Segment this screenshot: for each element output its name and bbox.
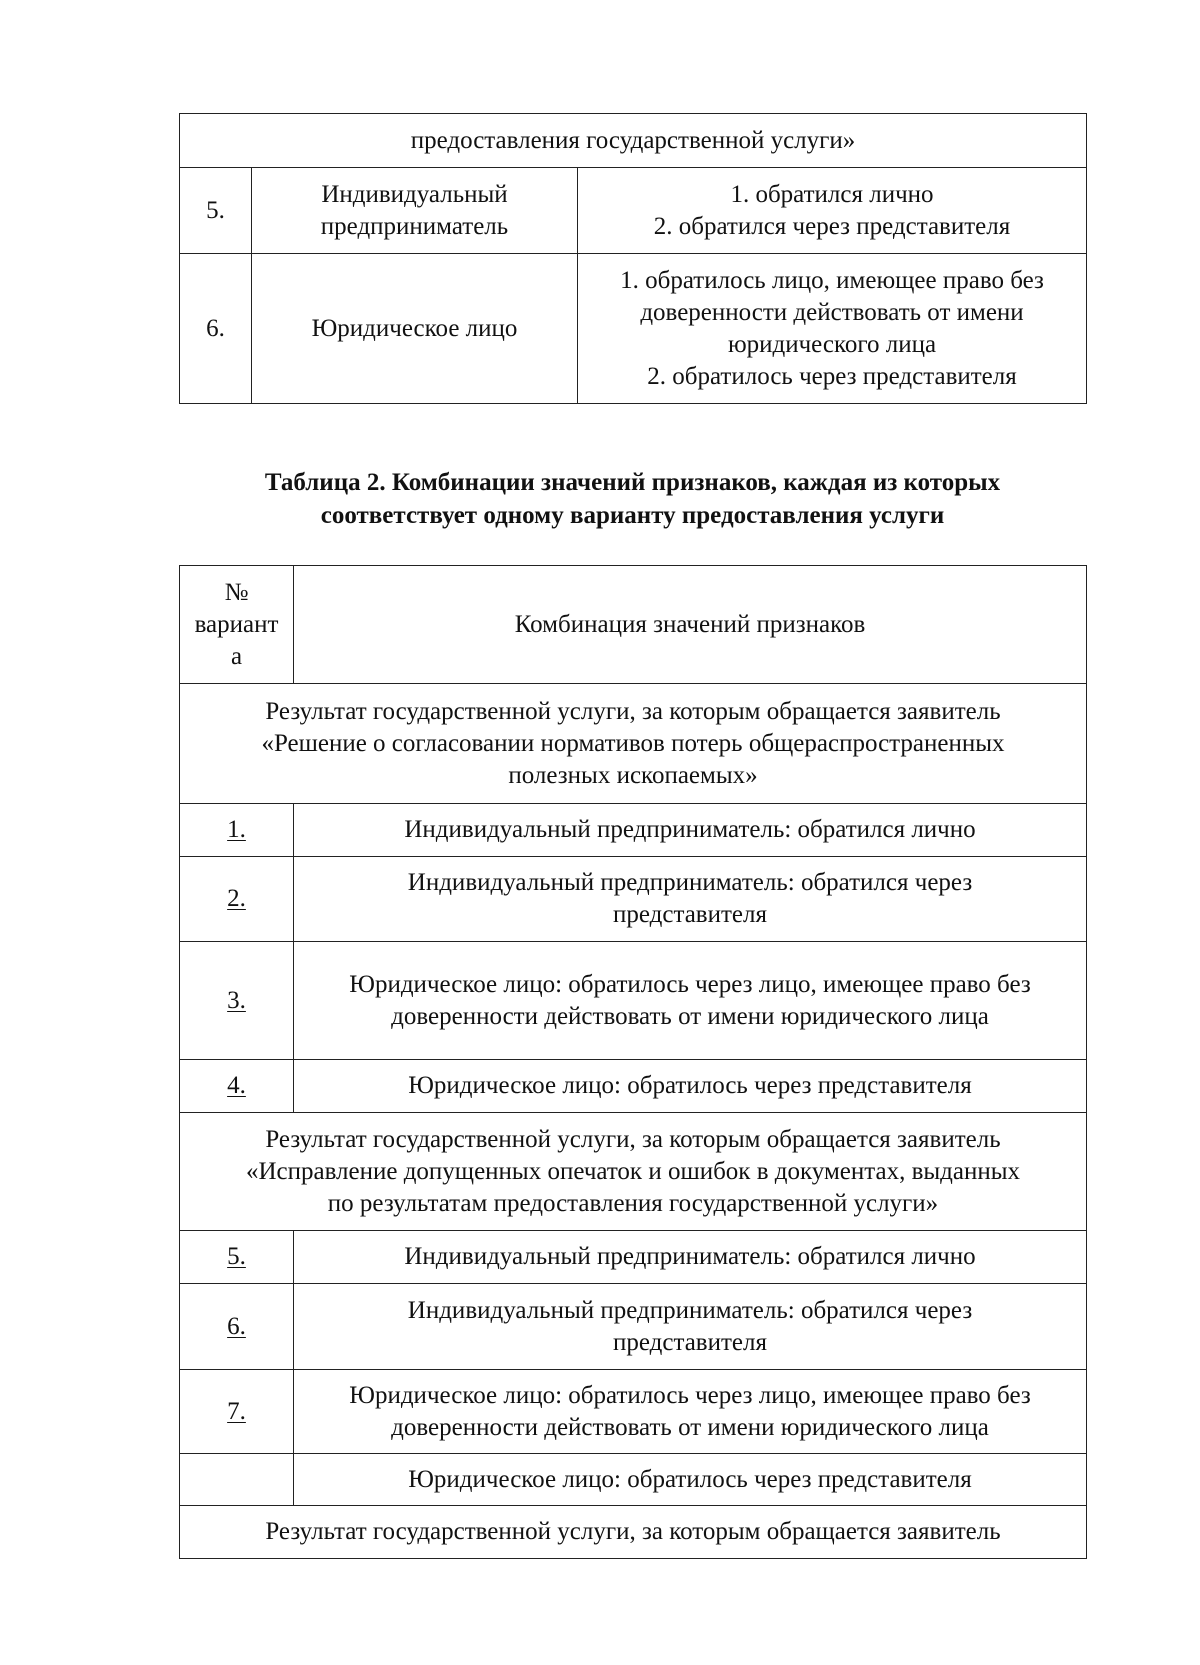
table-row xyxy=(180,804,1087,857)
table-row xyxy=(180,254,1087,404)
section-row xyxy=(180,1113,1087,1231)
variant-number xyxy=(180,1370,294,1454)
section-row xyxy=(180,684,1087,804)
variant-number-link[interactable]: 5. xyxy=(227,1243,246,1270)
section-heading: Результат государственной услуги, за которым обращается заявитель xyxy=(180,1506,1087,1559)
variant-number xyxy=(180,804,294,857)
table-row xyxy=(180,857,1087,942)
variant-number-header: № вариант а xyxy=(180,566,294,684)
variant-number xyxy=(180,942,294,1060)
table-row xyxy=(180,1231,1087,1284)
table-row xyxy=(180,1370,1087,1454)
combination-cell: Юридическое лицо: обратилось через лицо, имеющее право без доверенности действовать от имени юридического лица xyxy=(294,942,1087,1060)
variant-number-link[interactable]: 2. xyxy=(227,885,246,912)
variant-number-link[interactable]: 1. xyxy=(227,816,246,843)
variant-number xyxy=(180,1231,294,1284)
section-row xyxy=(180,1506,1087,1559)
combination-cell: Юридическое лицо: обратилось через представителя xyxy=(294,1060,1087,1113)
combination-cell: Индивидуальный предприниматель: обратился через представителя xyxy=(294,1284,1087,1370)
table2 xyxy=(179,565,1087,1559)
combination-cell: Юридическое лицо: обратилось через представителя xyxy=(294,1454,1087,1506)
table-row xyxy=(180,168,1087,254)
section-heading: Результат государственной услуги, за которым обращается заявитель «Исправление допущенных опечаток и ошибок в документах, выданных по результатам предоставления государственной услуги» xyxy=(180,1113,1087,1231)
combination-cell: Индивидуальный предприниматель: обратился лично xyxy=(294,804,1087,857)
table-header-row xyxy=(180,566,1087,684)
table-row xyxy=(180,114,1087,168)
table-row xyxy=(180,1060,1087,1113)
variant-number xyxy=(180,857,294,942)
row-number: 5. xyxy=(180,168,252,254)
variant-number xyxy=(180,1284,294,1370)
variant-number-link[interactable]: 7. xyxy=(227,1397,246,1425)
table-row xyxy=(180,1454,1087,1506)
continuation-table xyxy=(179,113,1087,404)
variant-number-link[interactable]: 6. xyxy=(227,1312,246,1340)
section-heading: Результат государственной услуги, за которым обращается заявитель «Решение о согласовании нормативов потерь общераспространенных полезных ископаемых» xyxy=(180,684,1087,804)
variant-number xyxy=(180,1060,294,1113)
combination-header: Комбинация значений признаков xyxy=(294,566,1087,684)
values-cell: 1. обратился лично 2. обратился через представителя xyxy=(578,168,1087,254)
table2-title: Таблица 2. Комбинации значений признаков, каждая из которых соответствует одному варианту предоставления услуги xyxy=(264,469,1001,529)
table-row xyxy=(180,942,1087,1060)
combination-cell: Индивидуальный предприниматель: обратился лично xyxy=(294,1231,1087,1284)
values-cell: 1. обратилось лицо, имеющее право без доверенности действовать от имени юридического лица 2. обратилось через представителя xyxy=(578,254,1087,404)
variant-number-link[interactable]: 4. xyxy=(227,1072,246,1099)
category-cell: Индивидуальный предприниматель xyxy=(252,168,578,254)
combination-cell: Юридическое лицо: обратилось через лицо, имеющее право без доверенности действовать от имени юридического лица xyxy=(294,1370,1087,1454)
table-row xyxy=(180,1284,1087,1370)
category-cell: Юридическое лицо xyxy=(252,254,578,404)
variant-number xyxy=(180,1454,294,1506)
combination-cell: Индивидуальный предприниматель: обратился через представителя xyxy=(294,857,1087,942)
variant-number-link[interactable]: 3. xyxy=(227,986,246,1014)
continuation-header: предоставления государственной услуги» xyxy=(180,114,1087,168)
row-number: 6. xyxy=(180,254,252,404)
